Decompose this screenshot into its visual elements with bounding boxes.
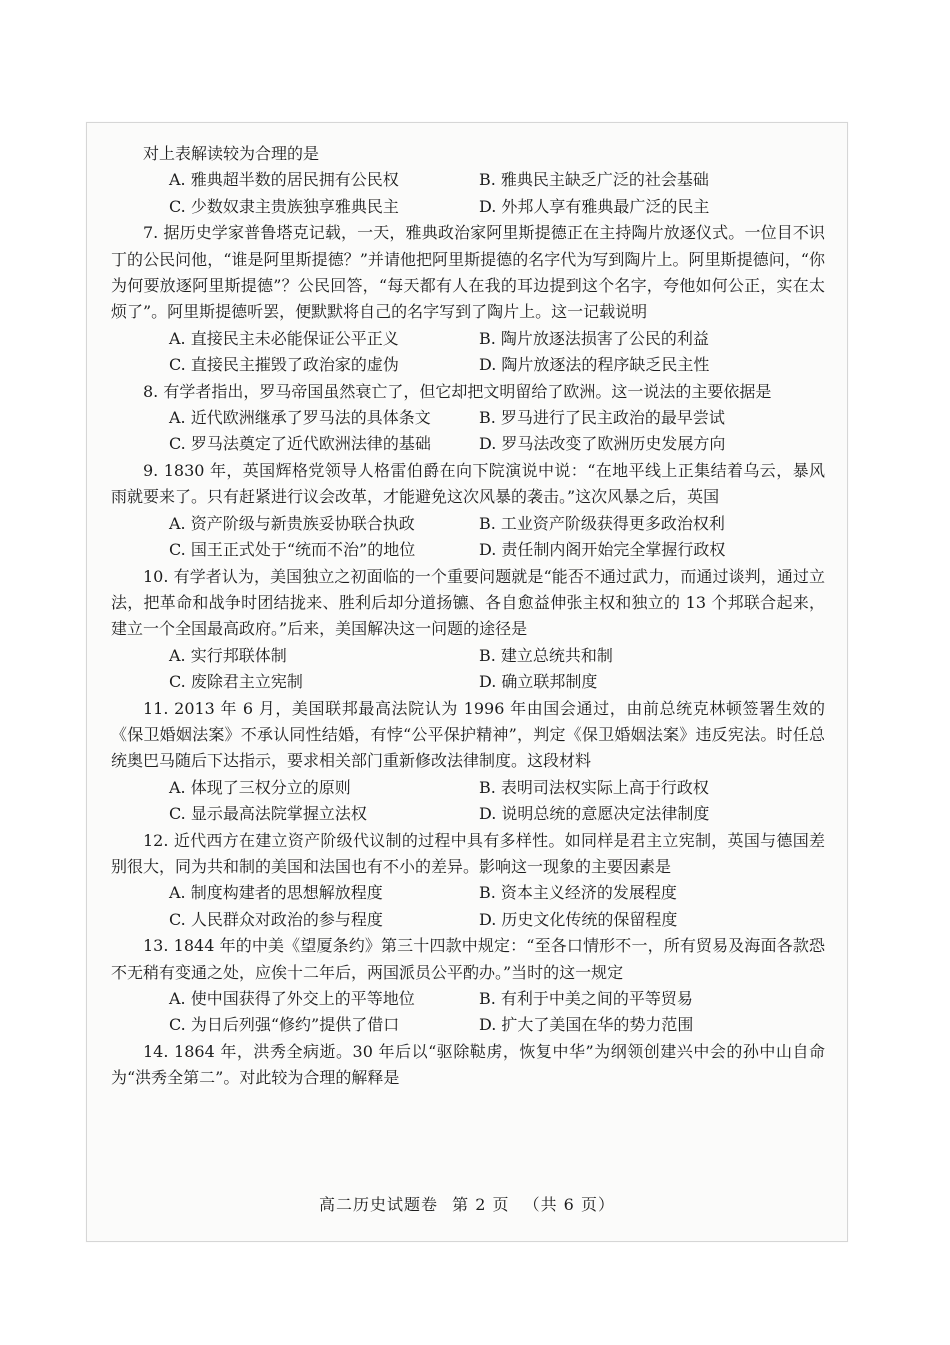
option-c: C. 为日后列强“修约”提供了借口 [169, 1015, 400, 1035]
option-a: A. 直接民主未必能保证公平正义 [169, 328, 399, 348]
question-9 [111, 458, 825, 564]
option-a: A. 资产阶级与新贵族妥协联合执政 [169, 513, 415, 533]
option-a: A. 制度构建者的思想解放程度 [169, 883, 383, 903]
question-7 [111, 220, 825, 378]
option-d: D. 确立联邦制度 [479, 672, 598, 692]
option-d: D. 陶片放逐法的程序缺乏民主性 [479, 355, 710, 375]
option-b: B. 工业资产阶级获得更多政治权利 [479, 513, 725, 533]
option-b: B. 陶片放逐法损害了公民的利益 [479, 328, 709, 348]
footer-title: 高二历史试题卷 [319, 1195, 439, 1214]
question-12 [111, 828, 825, 934]
options [111, 643, 825, 696]
option-c: C. 显示最高法院掌握立法权 [169, 804, 367, 824]
option-c: C. 人民群众对政治的参与程度 [169, 909, 383, 929]
question-stem: 8. 有学者指出，罗马帝国虽然衰亡了，但它却把文明留给了欧洲。这一说法的主要依据是 [143, 381, 772, 401]
option-c: C. 少数奴隶主贵族独享雅典民主 [169, 196, 399, 216]
question-14 [111, 1039, 825, 1092]
option-a: A. 使中国获得了外交上的平等地位 [169, 989, 415, 1008]
question-10 [111, 564, 825, 696]
question-13 [111, 933, 825, 1039]
options [111, 775, 825, 828]
question-6-continuation [111, 141, 825, 220]
question-stem: 10. 有学者认为，美国独立之初面临的一个重要问题就是“能否不通过武力，而通过谈判，通过立法，把革命和战争时团结拢来、胜利后却分道扬镳、各自愈益伸张主权和独立的 13 个邦联合起来，建立一个全国最高政府。”后来，美国解决这一问题的途径是 [111, 566, 825, 639]
option-c: C. 直接民主摧毁了政治家的虚伪 [169, 355, 399, 375]
options [111, 326, 825, 379]
options [111, 511, 825, 564]
option-d: D. 说明总统的意愿决定法律制度 [479, 804, 710, 824]
option-a: A. 雅典超半数的居民拥有公民权 [169, 170, 399, 190]
question-list [111, 141, 825, 1092]
options [111, 405, 825, 458]
option-b: B. 雅典民主缺乏广泛的社会基础 [479, 170, 709, 190]
question-stem: 11. 2013 年 6 月，美国联邦最高法院认为 1996 年由国会通过，由前总统克林顿签署生效的《保卫婚姻法案》不承认同性结婚，有悖“公平保护精神”，判定《保卫婚姻法案》违反宪法。时任总统奥巴马随后下达指示，要求相关部门重新修改法律制度。这段材料 [111, 698, 825, 771]
option-c: C. 国王正式处于“统而不治”的地位 [169, 540, 416, 560]
option-b: B. 资本主义经济的发展程度 [479, 883, 677, 903]
question-stem: 13. 1844 年的中美《望厦条约》第三十四款中规定：“至各口情形不一，所有贸易及海面各款恐不无稍有变通之处，应俟十二年后，两国派员公平酌办。”当时的这一规定 [111, 936, 825, 982]
options [111, 986, 825, 1039]
options [111, 880, 825, 933]
options [111, 167, 825, 220]
footer-page-total: （共 6 页） [523, 1195, 615, 1214]
option-a: A. 体现了三权分立的原则 [169, 777, 351, 797]
option-a: A. 近代欧洲继承了罗马法的具体条文 [169, 408, 431, 428]
option-b: B. 有利于中美之间的平等贸易 [479, 989, 693, 1008]
option-b: B. 表明司法权实际上高于行政权 [479, 777, 709, 797]
option-d: D. 责任制内阁开始完全掌握行政权 [479, 540, 726, 560]
footer-page-number: 第 2 页 [452, 1195, 510, 1214]
page-footer [87, 1192, 847, 1215]
question-stem: 9. 1830 年，英国辉格党领导人格雷伯爵在向下院演说中说：“在地平线上正集结着乌云，暴风雨就要来了。只有赶紧进行议会改革，才能避免这次风暴的袭击。”这次风暴之后，英国 [111, 460, 825, 507]
question-stem: 7. 据历史学家普鲁塔克记载，一天，雅典政治家阿里斯提德正在主持陶片放逐仪式。一位目不识丁的公民问他，“谁是阿里斯提德？”并请他把阿里斯提德的名字代为写到陶片上。阿里斯提德问，“你为何要放逐阿里斯提德”？公民回答，“每天都有人在我的耳边提到这个名字，夸他如何公正，实在太烦了”。阿里斯提德听罢，便默默将自己的名字写到了陶片上。这一记载说明 [111, 223, 825, 322]
question-11 [111, 696, 825, 828]
option-d: D. 扩大了美国在华的势力范围 [479, 1015, 694, 1035]
option-d: D. 历史文化传统的保留程度 [479, 909, 678, 929]
question-stem: 12. 近代西方在建立资产阶级代议制的过程中具有多样性。如同样是君主立宪制，英国与德国差别很大，同为共和制的美国和法国也有不小的差异。影响这一现象的主要因素是 [111, 830, 825, 876]
option-b: B. 建立总统共和制 [479, 645, 613, 665]
exam-page [86, 122, 848, 1242]
option-d: D. 罗马法改变了欧洲历史发展方向 [479, 434, 726, 454]
option-c: C. 废除君主立宪制 [169, 672, 303, 692]
question-stem: 对上表解读较为合理的是 [143, 144, 320, 163]
option-c: C. 罗马法奠定了近代欧洲法律的基础 [169, 434, 431, 454]
option-b: B. 罗马进行了民主政治的最早尝试 [479, 408, 725, 428]
option-d: D. 外邦人享有雅典最广泛的民主 [479, 196, 710, 216]
question-8 [111, 379, 825, 458]
question-stem: 14. 1864 年，洪秀全病逝。30 年后以“驱除鞑虏，恢复中华”为纲领创建兴中会的孙中山自命为“洪秀全第二”。对此较为合理的解释是 [111, 1041, 825, 1088]
option-a: A. 实行邦联体制 [169, 645, 287, 665]
